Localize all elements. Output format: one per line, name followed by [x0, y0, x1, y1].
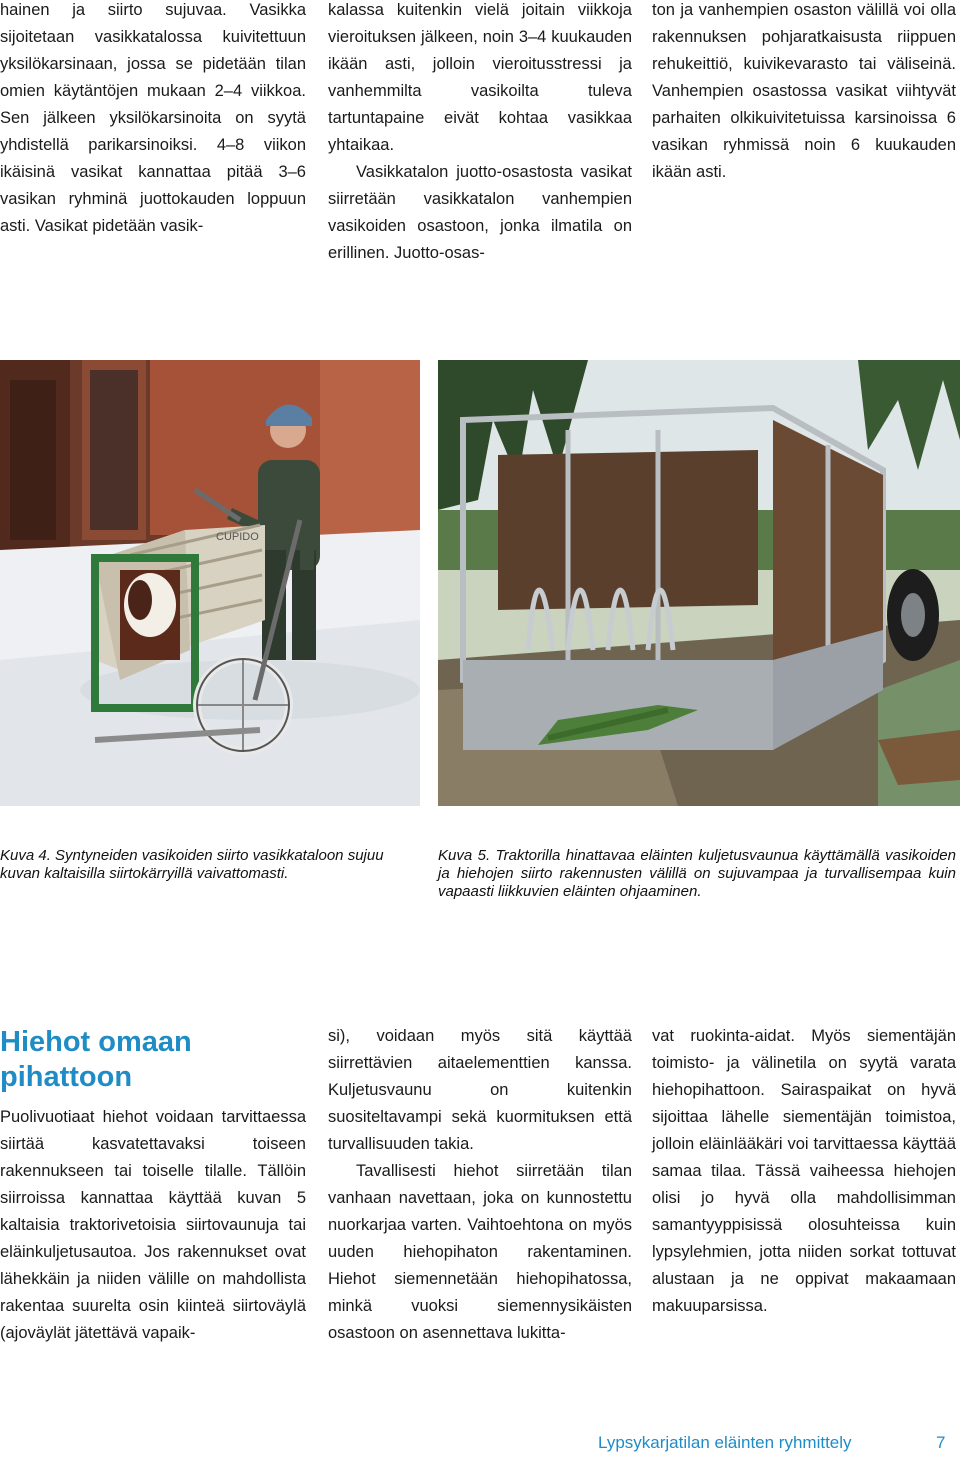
- footer-publication-title: Lypsykarjatilan eläinten ryhmittely: [598, 1433, 852, 1452]
- section-heading: Hiehot omaan pihattoon: [0, 1026, 192, 1093]
- paragraph: hainen ja siirto sujuvaa. Vasikka sijoitetaan vasikkatalossa kuivitettuun yksilökarsinaan, jossa se pidetään tilan omien käytäntöjen mukaan 2–4 viikkoa. Sen jälkeen yksilökarsinoita on syytä yhdistellä parikarsinoiksi. 4–8 viikon ikäisinä vasikat kannattaa pitää 3–6 vasikan ryhminä juottokauden loppuun asti. Vasikat pidetään vasik-: [0, 1, 306, 235]
- figure-4-photo: [0, 360, 420, 806]
- top-text-column-1: [0, 0, 306, 240]
- paragraph: Puolivuotiaat hiehot voidaan tarvittaessa siirtää kasvatettavaksi toiseen rakennukseen tai toiselle tilalle. Tällöin siirroissa kannattaa käyttää kuvan 5 kaltaisia traktorivetoisia siirtovaunuja tai eläinkuljetusautoa. Jos rakennukset ovat lähekkäin ja niiden välille on mahdollista rakentaa suurelta osin kiinteä siirtoväylä (ajoväylät jätettävä vapaik-: [0, 1108, 306, 1342]
- bottom-text-column-2: [328, 1023, 632, 1347]
- figure-5-photo: [438, 360, 960, 806]
- cart-brand-label: CUPIDO: [216, 531, 259, 543]
- bottom-text-column-3: [652, 1023, 956, 1320]
- paragraph: si), voidaan myös sitä käyttää siirrettävien aitaelementtien kanssa. Kuljetusvaunu on kuitenkin suositeltavampi sekä kuormituksen että turvallisuuden takia.: [328, 1027, 632, 1153]
- livestock-trailer-illustration: [438, 360, 960, 806]
- bottom-text-column-1: [0, 1104, 306, 1347]
- paragraph: kalassa kuitenkin vielä joitain viikkoja vieroituksen jälkeen, noin 3–4 kuukauden ikään asti, jolloin vieroitusstressi ja vanhemmilta vasikoilta tuleva tartuntapaine eivät kohtaa vasikkaa yhtaikaa.: [328, 1, 632, 154]
- calf-cart-illustration: [0, 360, 420, 806]
- page-number: 7: [936, 1433, 946, 1452]
- figure-4-caption: Kuva 4. Syntyneiden vasikoiden siirto vasikkataloon sujuu kuvan kaltaisilla siirtokärryillä vaivattomasti.: [0, 847, 384, 882]
- paragraph: vat ruokinta-aidat. Myös siementäjän toimisto- ja välinetila on syytä varata hiehopihattoon. Sairaspaikat on hyvä sijoittaa lähelle siementäjän toimistoa, jolloin eläinlääkäri voi tarvittaessa käyttää samaa tilaa. Tässä vaiheessa hiehojen olisi jo hyvä olla mahdollisimman samantyyppisissä olosuhteissa kuin lypsylehmien, jotta niiden sorkat tottuvat alustaan ja ne oppivat makaamaan makuuparsissa.: [652, 1027, 956, 1315]
- top-text-column-3: [652, 0, 956, 186]
- paragraph: ton ja vanhempien osaston välillä voi olla rakennuksen pohjaratkaisusta riippuen rehukeittiö, kuivikevarasto tai väliseinä. Vanhempien osastossa vasikat viihtyvät parhaiten olkikuivitetuissa karsinoissa 6 vasikan ryhmissä noin 6 kuukauden ikään asti.: [652, 1, 956, 181]
- paragraph: Vasikkatalon juotto-osastosta vasikat siirretään vasikkatalon vanhempien vasikoiden osastoon, jonka ilmatila on erillinen. Juotto-osas-: [328, 163, 632, 262]
- top-text-column-2: [328, 0, 632, 267]
- paragraph: Tavallisesti hiehot siirretään tilan vanhaan navettaan, joka on kunnostettu nuorkarjaa varten. Vaihtoehtona on myös uuden hiehopihaton rakentaminen. Hiehot siemennetään hiehopihatossa, minkä vuoksi siemennysikäisten osastoon on asennettava lukitta-: [328, 1162, 632, 1342]
- figure-5-caption: Kuva 5. Traktorilla hinattavaa eläinten kuljetusvaunua käyttämällä vasikoiden ja hiehojen siirto rakennusten välillä on sujuvampaa ja turvallisempaa kuin vapaasti liikkuvien eläinten ohjaaminen.: [438, 847, 956, 900]
